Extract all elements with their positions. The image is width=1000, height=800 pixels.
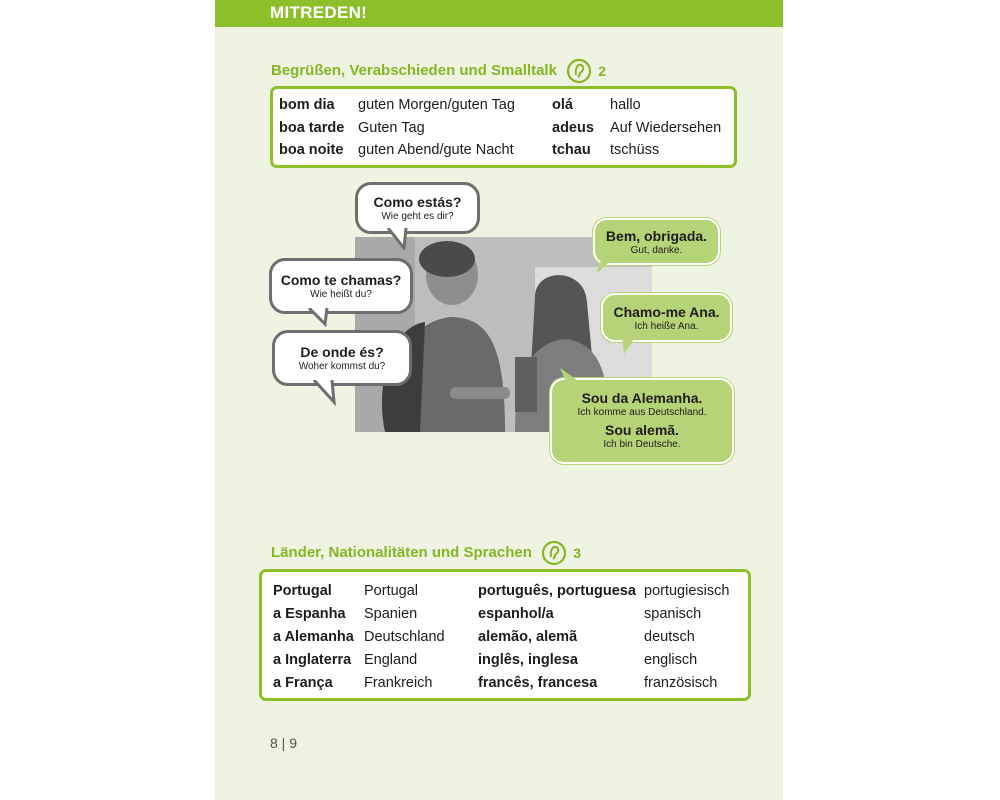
bubble-pt-text: Bem, obrigada. (605, 228, 708, 244)
vocab-pt: olá (552, 97, 573, 113)
bubble-de-text: Wie geht es dir? (381, 211, 454, 222)
section-title-countries (271, 540, 581, 566)
vocab-de: französisch (644, 675, 718, 691)
vocab-box-greetings (270, 86, 737, 168)
bubble-pt-text: Sou alemã. (605, 422, 679, 438)
vocab-pt: inglês, inglesa (478, 652, 578, 668)
vocab-de: guten Morgen/guten Tag (358, 97, 515, 113)
vocab-de: Portugal (364, 583, 419, 599)
vocab-pt: a França (273, 675, 333, 691)
bubble-tail (305, 308, 331, 328)
vocab-de: spanisch (644, 606, 702, 622)
vocab-pt: a Inglaterra (273, 652, 352, 668)
bubble-pt-text: De onde és? (300, 344, 384, 360)
audio-track-number: 3 (573, 545, 582, 561)
audio-track-number: 2 (598, 63, 607, 79)
vocab-pt: a Espanha (273, 606, 346, 622)
speech-bubble-chamo-me-ana (601, 293, 732, 342)
vocab-de: guten Abend/gute Nacht (358, 142, 514, 158)
vocab-pt: bom dia (279, 97, 335, 113)
vocab-de: hallo (610, 97, 641, 113)
vocab-de: Guten Tag (358, 120, 425, 136)
bubble-pt-text: Sou da Alemanha. (581, 390, 703, 406)
vocab-pt: alemão, alemã (478, 629, 578, 645)
section-title-greetings (271, 58, 606, 84)
audio-ear-icon (542, 540, 566, 566)
bubble-de-text: Ich komme aus Deutschland. (577, 407, 707, 418)
speech-bubble-de-onde-es (272, 330, 412, 386)
vocab-pt: espanhol/a (478, 606, 554, 622)
bubble-tail (310, 380, 338, 406)
vocab-pt: a Alemanha (273, 629, 354, 645)
vocab-pt: tchau (552, 142, 591, 158)
vocab-pt: português, portuguesa (478, 583, 636, 599)
section-title-text: Länder, Nationalitäten und Sprachen (271, 543, 532, 561)
audio-ear-icon (567, 58, 591, 84)
vocab-de: England (364, 652, 418, 668)
vocab-de: Auf Wiedersehen (610, 120, 722, 136)
bubble-de-text: Woher kommst du? (298, 361, 386, 372)
vocab-de: portugiesisch (644, 583, 730, 599)
vocab-pt: Portugal (273, 583, 332, 599)
vocab-pt: adeus (552, 120, 594, 136)
speech-bubble-como-te-chamas (269, 258, 413, 314)
vocab-de: englisch (644, 652, 698, 668)
vocab-de: Deutschland (364, 629, 445, 645)
bubble-tail (386, 228, 412, 250)
bubble-de-text: Ich bin Deutsche. (603, 439, 681, 450)
bubble-tail (596, 258, 618, 276)
vocab-de: deutsch (644, 629, 695, 645)
bubble-pt-text: Como estás? (373, 194, 462, 210)
bubble-tail (618, 336, 640, 356)
bubble-pt-text: Como te chamas? (280, 272, 402, 288)
page-numbers: 8 | 9 (270, 735, 297, 751)
page-header-title: MITREDEN! (270, 3, 368, 22)
bubble-de-text: Wie heißt du? (310, 289, 372, 300)
bubble-de-text: Ich heiße Ana. (634, 321, 699, 332)
vocab-pt: boa tarde (279, 120, 345, 136)
section-title-text: Begrüßen, Verabschieden und Smalltalk (271, 61, 557, 79)
speech-bubble-sou-da-alemanha (550, 378, 734, 464)
vocab-de: Spanien (364, 606, 418, 622)
page-header-bar (215, 0, 783, 27)
vocab-pt: boa noite (279, 142, 344, 158)
speech-bubble-como-estas (355, 182, 480, 234)
bubble-pt-text: Chamo-me Ana. (613, 304, 720, 320)
vocab-de: tschüss (610, 142, 660, 158)
vocab-de: Frankreich (364, 675, 433, 691)
bubble-de-text: Gut, danke. (630, 245, 683, 256)
vocab-box-countries (259, 569, 751, 701)
bubble-tail (560, 368, 584, 384)
vocab-pt: francês, francesa (478, 675, 598, 691)
